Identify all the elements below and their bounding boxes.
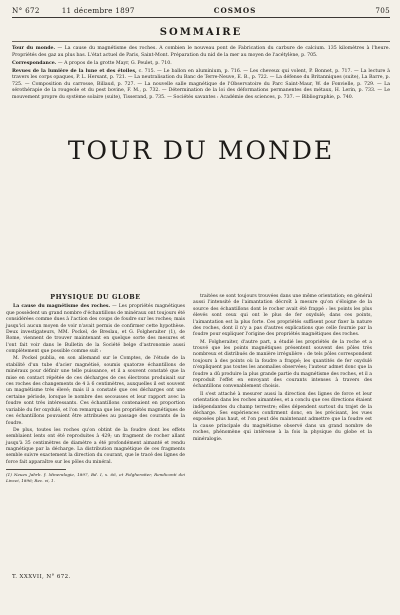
issue-date: 11 décembre 1897 bbox=[61, 6, 135, 15]
column-right bbox=[193, 294, 372, 564]
toc-entry-text: — A propos de la grotte Mayr, G. Peulet, p. 710. bbox=[56, 60, 172, 66]
footnote-rule bbox=[6, 469, 66, 470]
toc-entry-articles bbox=[12, 69, 390, 102]
issue-number: N° 672 bbox=[12, 6, 40, 15]
running-head-left bbox=[12, 6, 135, 15]
toc-entry-text: c. 715. — Le ballon en aluminium, p. 716. — Les cheveux qui volent, P. Bonnet, p. 717. — La lecture à travers les corps opaques, P. L. Hersant, p. 721. — La neutralisation du Banc de Terre-Neuve, E. B., p. 722. — La défense du Britanniques (suite), La Barre, p. 725. — Composition du carrosse, Billaud, p. 727. — La nouvelle salle magnétique de l'Observatoire du Parc Saint-Maur, W. de Fonvielle, p. 729. — La sérothérapie de la rougeole et du pest bovine, F. M., p. 732. — Détermination de la loi des déformations permanentes des métaux, H. Lerin, p. 733. — Le mouvement propre du système solaire (suite), Tisserand, p. 735. — Sociétés savantes : Académie des sciences, p. 737. — Bibliographie, p. 740. bbox=[12, 68, 390, 100]
paragraph: M. Folgheraiter, d'autre part, a étudié les propriétés de la roche et a trouvé que les points magnétiques présentent souvent des pôles très nombreux et distribués de manière irrégulière : de tels pôles correspondent toujours à des points où la foudre a frappé; les quantités de fer oxydulé n'expliquent pas toutes les anomalies observées; l'auteur admet donc que la foudre a dû produire la plus grande partie du magnétisme des roches, et il a reproduit l'effet en envoyant des courants intenses à travers des échantillons convenablement choisis. bbox=[193, 339, 372, 390]
divider bbox=[12, 41, 390, 42]
article-subhead: La cause du magnétisme des roches. bbox=[13, 304, 111, 310]
page-number: 705 bbox=[375, 6, 390, 15]
toc-entry-text: — La cause du magnétisme des roches. A combien le nouveau pont de Fabrication du carbure de calcium. 135 kilomètres à l'heure. Propriétés des gaz au plus bas. L'état actuel de Paris, Saint-Mont. Préparation du nid de la mer au moyen de l'acétylène, p. 705. bbox=[12, 46, 390, 58]
toc-entry-lead: Tour du monde. bbox=[12, 46, 56, 51]
paragraph-text: — Les propriétés magnétiques que possèdent un grand nombre d'échantillons de minéraux ont toujours été considérées comme dues à l'action des coups de foudre sur les roches; mais jusqu'ici aucun moyen de voir n'avait permis de confirmer cette hypothèse. Deux investigateurs, MM. Pockel, de Breslau, et G. Folgheraiter (1), de Rome, viennent de trouver maintenant en quelque sorte des mesures et l'ont fait voir dans le Bulletin de la Société belge d'astronomie aussi complètement que possible comme suit : bbox=[6, 304, 185, 355]
table-of-contents bbox=[12, 46, 390, 102]
running-head bbox=[12, 6, 390, 18]
paragraph: De plus, toutes les roches qu'on obtint de la foudre dont les effets semblaient lents ont été reproduites à 429; un fragment de rocher allant jusqu'à 35 centimètres de diamètre a été profondément aimanté et rendu magnétique par la décharge. La distribution magnétique de ces fragments semble suivre exactement la direction du courant, que le tracé des lignes de force fait apparaître sur les pôles du minéral. bbox=[6, 427, 185, 465]
toc-entry-lead: Revues de la lumière de la lune et des étoiles, bbox=[12, 68, 137, 74]
column-left bbox=[6, 294, 185, 564]
toc-entry-lead: Correspondance. bbox=[12, 60, 57, 66]
paragraph: traitées se sont toujours trouvées dans une même orientation; en général aussi l'intensité de l'aimantation décroît à mesure qu'on s'éloigne de la source des échantillons dont le rocher avait été frappé : les points les plus élevés sont ceux qui ont le plus de fer oxydulé; dans ces points, l'aimantation est la plus forte. Ces propriétés suffisent pour fixer la nature des roches, dont il n'y a pas d'autres explications que celle fournie par la foudre pour expliquer l'origine des propriétés magnétiques des roches. bbox=[193, 294, 372, 338]
article-columns bbox=[6, 294, 372, 564]
footnote: (1) Neues Jahrb. f. Mineralogie, 1897, Bd. I, s. 66, et Folgheraiter, Rendiconti dei Lincei, 1896; Rec. vi, 1. bbox=[6, 472, 185, 483]
article-title: TOUR DU MONDE bbox=[67, 135, 335, 165]
section-heading: PHYSIQUE DU GLOBE bbox=[50, 293, 141, 301]
paragraph bbox=[6, 304, 185, 355]
paragraph: M. Pockel publia, en son allemand sur le Comptes, de l'étude de la stabilité d'un tube d'acier magnétisé, soumis quatorze échantillons de minéraux pour définir une telle puissance, et il a souvent constaté que la mise en contact répétée de ces décharges de ces électrons produisait sur ces roches des changements de 4 à 6 centimètres, auxquelles il est souvent un magnétisme très élevé; mais il a constaté que ces décharges ont une certaine période, lorsque le nombre des secousses et leur rapport avec la foudre sont très intéressants. Ces échantillons contenaient en proportion variable du fer oxydulé, et l'on remarqua que les propriétés magnétiques de ces échantillons pouvaient être attribuées au passage des courants de la foudre. bbox=[6, 356, 185, 426]
sommaire-heading: SOMMAIRE bbox=[159, 27, 243, 38]
toc-entry-correspondance bbox=[12, 61, 390, 68]
paragraph: Il s'est attaché à mesurer aussi la direction des lignes de force et leur orientation dans les roches aimantées, et a conclu que ces directions étaient indépendantes du champ terrestre; elles dépendent surtout du trajet de la décharge. Ses expériences confirment donc, en les précisant, les vues exposées plus haut, et l'on peut dès maintenant admettre que la foudre est la cause principale du magnétisme observé dans un grand nombre de roches, phénomène qui intéresse à la fois la physique du globe et la minéralogie. bbox=[193, 391, 372, 442]
journal-name: COSMOS bbox=[213, 6, 257, 15]
toc-entry-tour-du-monde bbox=[12, 46, 390, 59]
page-footer: T. XXXVII, N° 672. bbox=[12, 574, 71, 580]
